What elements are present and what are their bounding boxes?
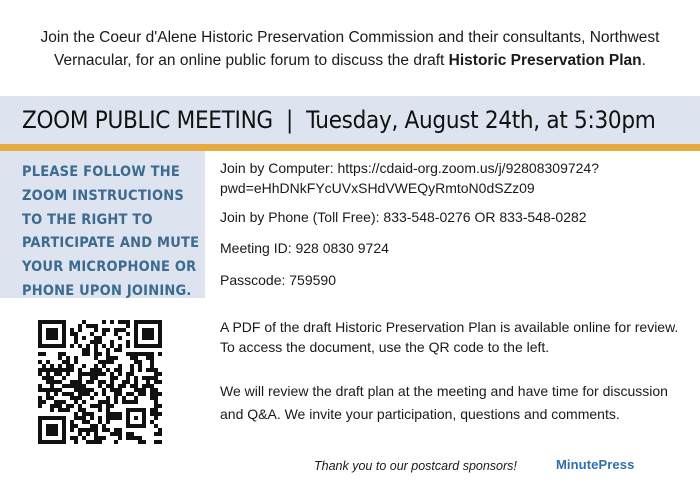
- meeting-id: Meeting ID: 928 0830 9724: [220, 240, 389, 256]
- zoom-instructions: PLEASE FOLLOW THE ZOOM INSTRUCTIONS TO THE RIGHT TO PARTICIPATE AND MUTE YOUR MICROPHONE OR PHONE UPON JOINING.: [22, 164, 200, 299]
- intro-line-2: [12, 49, 688, 72]
- meeting-banner: [0, 96, 700, 144]
- meeting-review-text: We will review the draft plan at the meeting and have time for discussion and Q&A. We invite your participation, questions and comments.: [220, 383, 668, 422]
- intro-line-2-suffix: .: [641, 52, 646, 69]
- intro-line-2-prefix: Vernacular, for an online public forum to discuss the draft: [54, 52, 449, 69]
- intro-text: [0, 26, 700, 72]
- intro-line-1: Join the Coeur d'Alene Historic Preservation Commission and their consultants, Northwest: [40, 29, 660, 46]
- gold-divider: [0, 144, 700, 151]
- plan-name: Historic Preservation Plan: [448, 52, 642, 69]
- minutepress-logo: MinutePress: [556, 457, 635, 472]
- sponsor-thanks: Thank you to our postcard sponsors!: [314, 459, 517, 473]
- meeting-title: ZOOM PUBLIC MEETING | Tuesday, August 24th, at 5:30pm: [22, 106, 656, 134]
- join-computer-link-continued[interactable]: pwd=eHhDNkFYcUVxSHdVWEQyRmtoN0dSZz09: [220, 180, 535, 196]
- qr-code-icon[interactable]: [38, 320, 162, 444]
- pdf-availability-text: A PDF of the draft Historic Preservation Plan is available online for review. To access the document, use the QR code to the left.: [220, 319, 679, 355]
- join-computer-link[interactable]: Join by Computer: https://cdaid-org.zoom.us/j/92808309724?: [220, 160, 600, 176]
- instructions-panel: [0, 151, 205, 298]
- passcode: Passcode: 759590: [220, 272, 336, 288]
- join-phone: Join by Phone (Toll Free): 833-548-0276 OR 833-548-0282: [220, 209, 587, 225]
